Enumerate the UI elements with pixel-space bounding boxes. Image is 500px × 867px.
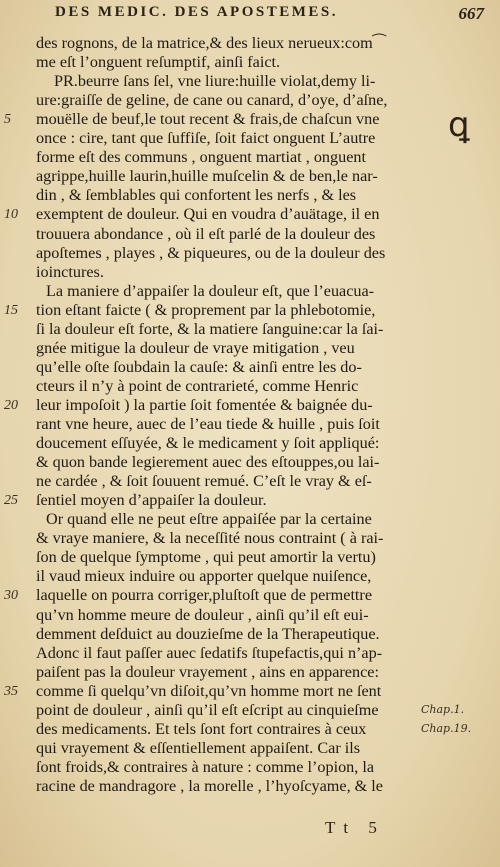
line-text: & vraye maniere, & la neceſſité nous contraint ( à rai- <box>36 529 384 548</box>
line-text: tion eſtant faicte ( & proprement par la phlebotomie, <box>36 300 376 319</box>
printers-flourish-ornament: ꝗ <box>448 105 470 145</box>
text-line <box>0 224 500 245</box>
line-text: leur impoſoit ) la partie ſoit fomentée & baignée du- <box>36 395 373 414</box>
text-line <box>0 71 500 92</box>
text-line <box>0 585 500 606</box>
line-text: doucement eſſuyée, & le medicament y ſoit appliqué: <box>36 434 380 453</box>
text-line <box>0 547 500 568</box>
line-text: Adonc il faut paſſer auec ſedatifs ſtupefactis,qui n’ap- <box>36 643 383 662</box>
text-line <box>0 738 500 759</box>
line-text: La maniere d’appaiſer la douleur eſt, que l’euacua- <box>46 281 375 300</box>
text-line <box>0 204 500 225</box>
text-line <box>0 300 500 321</box>
line-text: din , & ſemblables qui confortent les nerfs , & les <box>36 186 357 205</box>
line-text: gnée mitigue la douleur de vraye mitigation , veu <box>36 338 355 357</box>
text-line <box>0 414 500 435</box>
line-text: me eſt l’onguent reſumptif, ainſi faict. <box>36 53 281 72</box>
margin-note: Chap.19. <box>421 721 472 735</box>
line-text: agrippe,huille laurin,huille muſcelin & de ben,le nar- <box>36 167 378 186</box>
line-text: & quon bande legierement auec des eſtouppes,ou lai- <box>36 453 380 472</box>
text-line <box>0 166 500 187</box>
line-text: qui vrayement & eſſentiellement appaiſent. Car ils <box>36 738 361 757</box>
line-text: qu’vn homme meure de douleur , ainſi qu’il eſt eui- <box>36 605 369 624</box>
text-line <box>0 509 500 530</box>
line-text: ure:graiſſe de geline, de cane ou canard, d’oye, d’aſne, <box>36 91 388 110</box>
text-line <box>0 433 500 454</box>
line-number: 30 <box>4 588 18 604</box>
line-text: laquelle on pourra corriger,pluſtoſt que de permettre <box>36 586 373 605</box>
text-line <box>0 776 500 797</box>
text-line <box>0 90 500 111</box>
text-line <box>0 528 500 549</box>
text-line <box>0 757 500 778</box>
line-text: forme eſt des communs , onguent martiat , onguent <box>36 148 366 167</box>
line-text: racine de mandragore , la morelle , l’hyoſcyame, & le <box>36 776 383 795</box>
text-line <box>0 681 500 702</box>
line-text: comme ſi quelqu’vn diſoit,qu’vn homme mort ne ſent <box>36 681 382 700</box>
line-number: 5 <box>4 112 11 128</box>
line-text: paiſent pas la douleur vrayement , ains en apparence: <box>36 662 379 681</box>
text-line <box>0 566 500 587</box>
line-text: exemptent de douleur. Qui en voudra d’auätage, il en <box>36 205 380 224</box>
line-text: once : cire, tant que ſuffiſe, ſoit faict onguent L’autre <box>36 129 376 148</box>
text-line <box>0 643 500 664</box>
line-text: ioinctures. <box>36 262 104 281</box>
page-header <box>0 4 500 24</box>
text-line <box>0 319 500 340</box>
text-line <box>0 109 500 130</box>
text-line <box>0 395 500 416</box>
page-number: 667 <box>458 4 484 23</box>
text-line <box>0 33 500 54</box>
text-line <box>0 243 500 264</box>
line-text: point de douleur , ainſi qu’il eſt eſcript au cinquieſme <box>36 700 379 719</box>
line-text: ſon de quelque ſymptome , qui peut amortir la vertu) <box>36 548 376 567</box>
line-text: qu’elle oſte ſoubdain la cauſe: & ainſi entre les do- <box>36 357 362 376</box>
text-line <box>0 605 500 626</box>
text-line <box>0 662 500 683</box>
text-line <box>0 185 500 206</box>
line-text: demment deſduict au douzieſme de la Therapeutique. <box>36 624 380 643</box>
line-text: cteurs il n’y à point de contrarieté, comme Henric <box>36 376 359 395</box>
text-line <box>0 624 500 645</box>
text-line <box>0 490 500 511</box>
running-head: DES MEDIC. DES APOSTEMES. <box>55 4 338 20</box>
signature-mark: Tt 5 <box>325 818 385 837</box>
line-text: Or quand elle ne peut eſtre appaiſée par la certaine <box>46 510 372 529</box>
text-line <box>0 52 500 73</box>
margin-note: Chap.1. <box>421 702 465 716</box>
text-line <box>0 147 500 168</box>
line-number: 15 <box>4 302 18 318</box>
line-number: 20 <box>4 397 18 413</box>
line-number: 10 <box>4 207 18 223</box>
line-text: PR.beurre ſans ſel, vne liure:huille violat,demy li- <box>54 72 376 91</box>
line-text: apoſtemes , playes , & piqueures, ou de la douleur des <box>36 243 386 262</box>
line-number: 25 <box>4 493 18 509</box>
line-text: mouëlle de beuf,le tout recent & frais,de chaſcun vne <box>36 110 380 129</box>
text-line <box>0 281 500 302</box>
line-text: ne cardée , & ſoit ſouuent remué. C’eſt le vray & eſ- <box>36 472 372 491</box>
line-text: il vaud mieux induire ou apporter quelque nuiſence, <box>36 567 372 586</box>
text-line <box>0 376 500 397</box>
line-text: trouuera abondance , où il eſt parlé de la douleur des <box>36 224 376 243</box>
text-line <box>0 262 500 283</box>
text-line <box>0 471 500 492</box>
line-text: des rognons, de la matrice,& des lieux nerueux:com⁀ <box>36 34 386 52</box>
line-number: 35 <box>4 683 18 699</box>
text-line <box>0 338 500 359</box>
text-line <box>0 452 500 473</box>
text-line <box>0 128 500 149</box>
line-text: des medicaments. Et tels ſont fort contraires à ceux <box>36 719 367 738</box>
line-text: ſentiel moyen d’appaiſer la douleur. <box>36 491 267 510</box>
line-text: rant vne heure, auec de l’eau tiede & huille , puis ſoit <box>36 415 380 433</box>
line-text: ſont froids,& contraires à nature : comme l’opion, la <box>36 757 375 776</box>
text-line <box>0 357 500 378</box>
line-text: ſi la douleur eſt forte, & la matiere ſanguine:car la ſai- <box>36 319 384 338</box>
